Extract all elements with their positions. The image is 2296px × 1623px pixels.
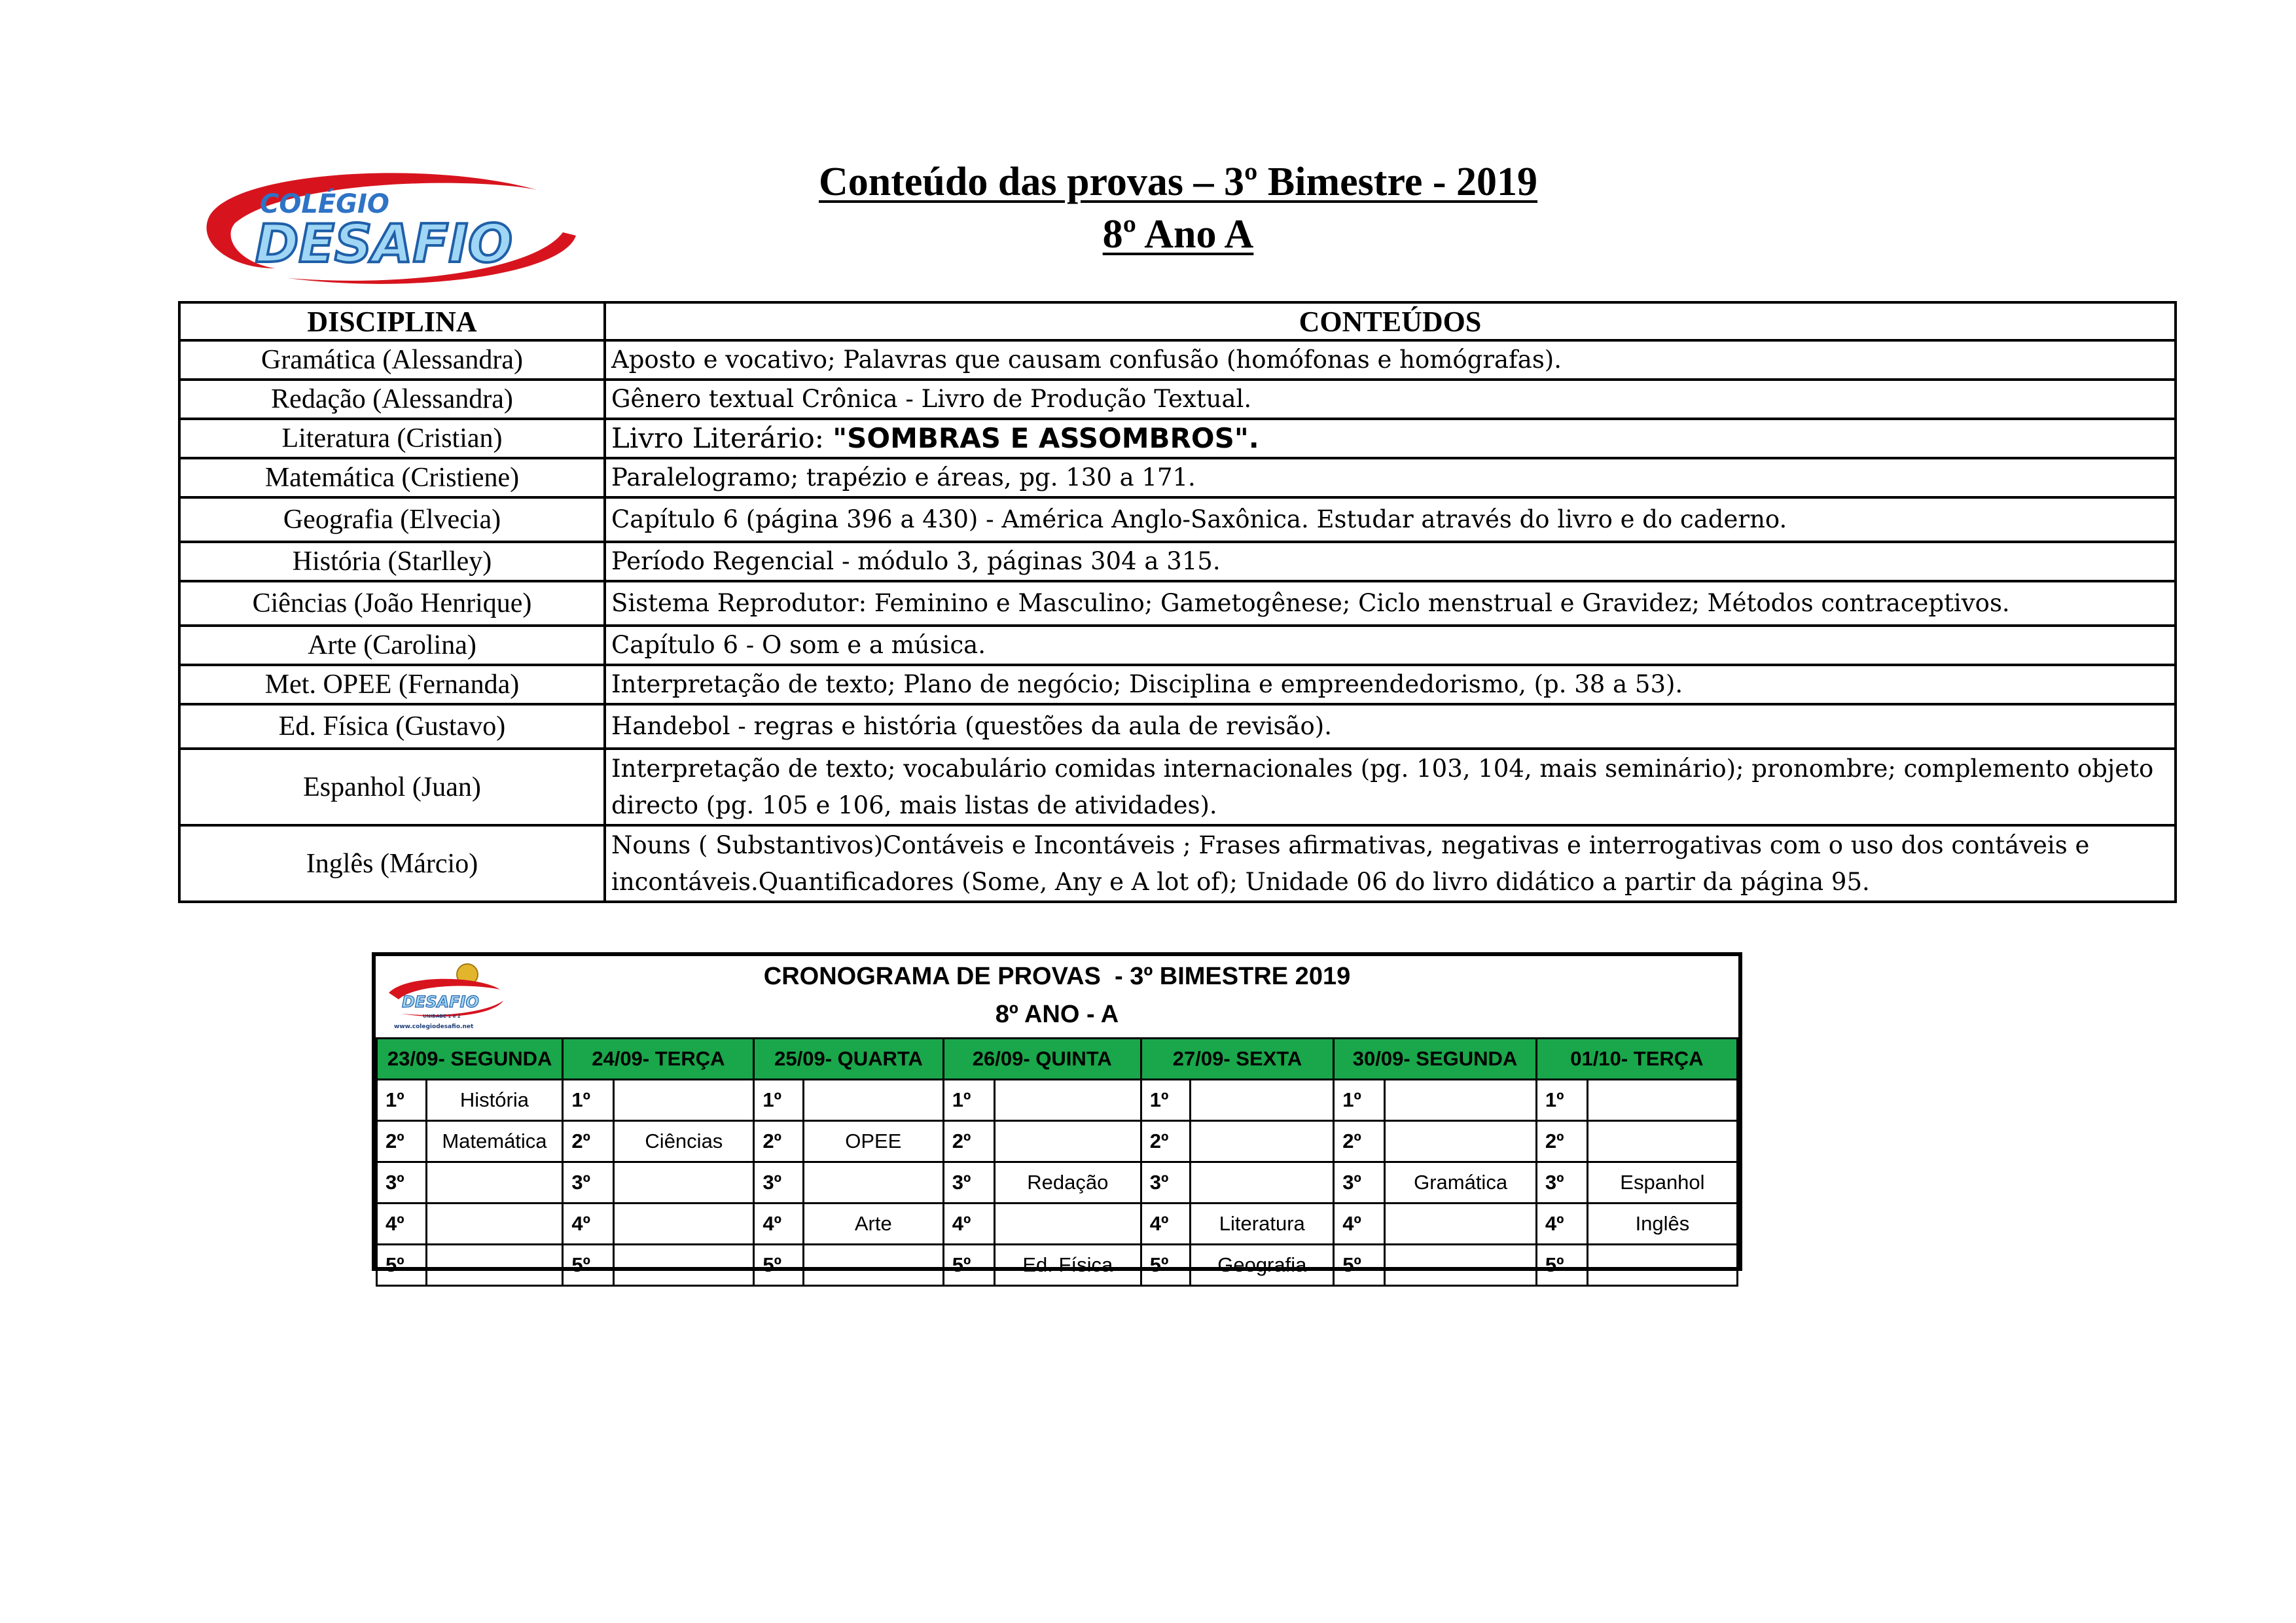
- discipline-cell: História (Starlley): [179, 542, 605, 581]
- exam-subject-cell: [1385, 1121, 1537, 1162]
- exam-subject-cell: Geografia: [1191, 1245, 1334, 1286]
- schedule-header: [376, 956, 1738, 1037]
- period-number: 2º: [1334, 1121, 1385, 1162]
- exam-subject-cell: Redação: [994, 1162, 1141, 1204]
- content-cell: Handebol - regras e história (questões da aula de revisão).: [605, 704, 2176, 749]
- content-cell: Período Regencial - módulo 3, páginas 304 a 315.: [605, 542, 2176, 581]
- schedule-period-row: [377, 1121, 1738, 1162]
- exam-subject-cell: [994, 1204, 1141, 1245]
- content-cell: Sistema Reprodutor: Feminino e Masculino; Gametogênese; Ciclo menstrual e Gravidez; Métodos contraceptivos.: [605, 581, 2176, 626]
- schedule-subtitle: 8º ANO - A: [995, 1001, 1119, 1028]
- schedule-day-header: 01/10- TERÇA: [1536, 1039, 1737, 1080]
- period-number: 2º: [563, 1121, 614, 1162]
- exam-subject-cell: [426, 1245, 563, 1286]
- discipline-cell: Matemática (Cristiene): [179, 458, 605, 497]
- exam-subject-cell: [803, 1245, 943, 1286]
- schedule-day-header: 26/09- QUINTA: [943, 1039, 1141, 1080]
- schedule-day-header: 27/09- SEXTA: [1141, 1039, 1333, 1080]
- table-row: [179, 704, 2176, 749]
- discipline-cell: Redação (Alessandra): [179, 380, 605, 419]
- exam-subject-cell: Literatura: [1191, 1204, 1334, 1245]
- schedule-day-header: 23/09- SEGUNDA: [377, 1039, 563, 1080]
- period-number: 5º: [1536, 1245, 1587, 1286]
- table-row: [179, 665, 2176, 704]
- table-row: [179, 419, 2176, 458]
- exam-subject-cell: OPEE: [803, 1121, 943, 1162]
- exam-subject-cell: [803, 1080, 943, 1121]
- content-cell: Interpretação de texto; vocabulário comidas internacionales (pg. 103, 104, mais seminário); pronombre; complemento objeto directo (pg. 105 e 106, mais listas de atividades).: [605, 749, 2176, 825]
- period-number: 3º: [563, 1162, 614, 1204]
- period-number: 4º: [1536, 1204, 1587, 1245]
- title-line-2: 8º Ano A: [1102, 212, 1254, 257]
- svg-text:DESAFIO: DESAFIO: [255, 213, 513, 274]
- exam-subject-cell: Ed. Física: [994, 1245, 1141, 1286]
- table-header-row: [179, 302, 2176, 340]
- period-number: 5º: [943, 1245, 994, 1286]
- period-number: 2º: [1536, 1121, 1587, 1162]
- exam-subject-cell: [614, 1162, 754, 1204]
- document-title: [655, 156, 1702, 260]
- exam-subject-cell: Matemática: [426, 1121, 563, 1162]
- content-cell: Paralelogramo; trapézio e áreas, pg. 130 a 171.: [605, 458, 2176, 497]
- exam-subject-cell: [1191, 1162, 1334, 1204]
- period-number: 5º: [563, 1245, 614, 1286]
- contents-table: [178, 301, 2177, 903]
- period-number: 4º: [1141, 1204, 1191, 1245]
- period-number: 5º: [754, 1245, 804, 1286]
- period-number: 4º: [943, 1204, 994, 1245]
- exam-subject-cell: [1587, 1080, 1737, 1121]
- schedule-grid: [376, 1037, 1738, 1287]
- schedule-period-row: [377, 1245, 1738, 1286]
- period-number: 1º: [377, 1080, 427, 1121]
- exam-subject-cell: [426, 1204, 563, 1245]
- period-number: 2º: [943, 1121, 994, 1162]
- svg-text:COLÉGIO: COLÉGIO: [260, 189, 389, 219]
- exam-subject-cell: [614, 1204, 754, 1245]
- table-row: [179, 749, 2176, 825]
- period-number: 1º: [1141, 1080, 1191, 1121]
- period-number: 3º: [1536, 1162, 1587, 1204]
- period-number: 1º: [1334, 1080, 1385, 1121]
- schedule-day-header: 30/09- SEGUNDA: [1334, 1039, 1537, 1080]
- colegio-desafio-logo: [196, 164, 579, 294]
- period-number: 4º: [1334, 1204, 1385, 1245]
- exam-subject-cell: [1587, 1245, 1737, 1286]
- table-row: [179, 458, 2176, 497]
- period-number: 2º: [377, 1121, 427, 1162]
- schedule-day-header: 24/09- TERÇA: [563, 1039, 754, 1080]
- exam-subject-cell: [614, 1080, 754, 1121]
- schedule-days-row: [377, 1039, 1738, 1080]
- table-row: [179, 825, 2176, 902]
- table-row: [179, 380, 2176, 419]
- discipline-cell: Ed. Física (Gustavo): [179, 704, 605, 749]
- exam-subject-cell: Ciências: [614, 1121, 754, 1162]
- discipline-cell: Met. OPEE (Fernanda): [179, 665, 605, 704]
- period-number: 3º: [943, 1162, 994, 1204]
- period-number: 5º: [377, 1245, 427, 1286]
- header-disciplina: DISCIPLINA: [179, 302, 605, 340]
- table-row: [179, 340, 2176, 380]
- period-number: 4º: [563, 1204, 614, 1245]
- period-number: 4º: [377, 1204, 427, 1245]
- table-row: [179, 542, 2176, 581]
- exam-subject-cell: Espanhol: [1587, 1162, 1737, 1204]
- discipline-cell: Gramática (Alessandra): [179, 340, 605, 380]
- content-cell: Capítulo 6 (página 396 a 430) - América Anglo-Saxônica. Estudar através do livro e do caderno.: [605, 497, 2176, 542]
- period-number: 1º: [1536, 1080, 1587, 1121]
- exam-subject-cell: [1587, 1121, 1737, 1162]
- period-number: 1º: [563, 1080, 614, 1121]
- period-number: 5º: [1334, 1245, 1385, 1286]
- exam-subject-cell: Gramática: [1385, 1162, 1537, 1204]
- content-cell: [605, 419, 2176, 458]
- schedule-period-row: [377, 1204, 1738, 1245]
- exam-subject-cell: [1385, 1204, 1537, 1245]
- exam-subject-cell: [426, 1162, 563, 1204]
- exam-subject-cell: [994, 1080, 1141, 1121]
- period-number: 2º: [754, 1121, 804, 1162]
- svg-text:UNIDADE 1 e 2: UNIDADE 1 e 2: [423, 1014, 461, 1019]
- svg-text:DESAFIO: DESAFIO: [402, 993, 479, 1011]
- exam-subject-cell: [1385, 1080, 1537, 1121]
- discipline-cell: Arte (Carolina): [179, 626, 605, 665]
- period-number: 3º: [754, 1162, 804, 1204]
- title-line-1: Conteúdo das provas – 3º Bimestre - 2019: [818, 160, 1538, 204]
- period-number: 3º: [377, 1162, 427, 1204]
- exam-subject-cell: Inglês: [1587, 1204, 1737, 1245]
- header-conteudos: CONTEÚDOS: [605, 302, 2176, 340]
- period-number: 1º: [754, 1080, 804, 1121]
- exam-subject-cell: Arte: [803, 1204, 943, 1245]
- content-cell: Aposto e vocativo; Palavras que causam confusão (homófonas e homógrafas).: [605, 340, 2176, 380]
- table-row: [179, 581, 2176, 626]
- content-cell: Interpretação de texto; Plano de negócio; Disciplina e empreendedorismo, (p. 38 a 53).: [605, 665, 2176, 704]
- discipline-cell: Espanhol (Juan): [179, 749, 605, 825]
- discipline-cell: Inglês (Márcio): [179, 825, 605, 902]
- content-cell: Nouns ( Substantivos)Contáveis e Incontáveis ; Frases afirmativas, negativas e interrogativas com o uso dos contáveis e incontáveis.Quantificadores (Some, Any e A lot of); Unidade 06 do livro didático a partir da página 95.: [605, 825, 2176, 902]
- period-number: 2º: [1141, 1121, 1191, 1162]
- exam-subject-cell: [994, 1121, 1141, 1162]
- exam-subject-cell: [614, 1245, 754, 1286]
- period-number: 3º: [1141, 1162, 1191, 1204]
- content-prefix: Livro Literário:: [611, 422, 833, 454]
- exam-subject-cell: [803, 1162, 943, 1204]
- content-cell: Gênero textual Crônica - Livro de Produção Textual.: [605, 380, 2176, 419]
- schedule-period-row: [377, 1080, 1738, 1121]
- book-title: "SOMBRAS E ASSOMBROS".: [833, 422, 1259, 454]
- period-number: 3º: [1334, 1162, 1385, 1204]
- exam-subject-cell: [1385, 1245, 1537, 1286]
- table-row: [179, 497, 2176, 542]
- exam-schedule: [372, 952, 1742, 1276]
- schedule-title: CRONOGRAMA DE PROVAS - 3º BIMESTRE 2019: [763, 963, 1351, 990]
- exam-subject-cell: História: [426, 1080, 563, 1121]
- svg-text:www.colegiodesafio.net: www.colegiodesafio.net: [394, 1024, 474, 1030]
- discipline-cell: Ciências (João Henrique): [179, 581, 605, 626]
- content-cell: Capítulo 6 - O som e a música.: [605, 626, 2176, 665]
- schedule-period-row: [377, 1162, 1738, 1204]
- discipline-cell: Geografia (Elvecia): [179, 497, 605, 542]
- schedule-day-header: 25/09- QUARTA: [754, 1039, 943, 1080]
- period-number: 1º: [943, 1080, 994, 1121]
- table-row: [179, 626, 2176, 665]
- discipline-cell: Literatura (Cristian): [179, 419, 605, 458]
- period-number: 4º: [754, 1204, 804, 1245]
- exam-subject-cell: [1191, 1121, 1334, 1162]
- period-number: 5º: [1141, 1245, 1191, 1286]
- exam-subject-cell: [1191, 1080, 1334, 1121]
